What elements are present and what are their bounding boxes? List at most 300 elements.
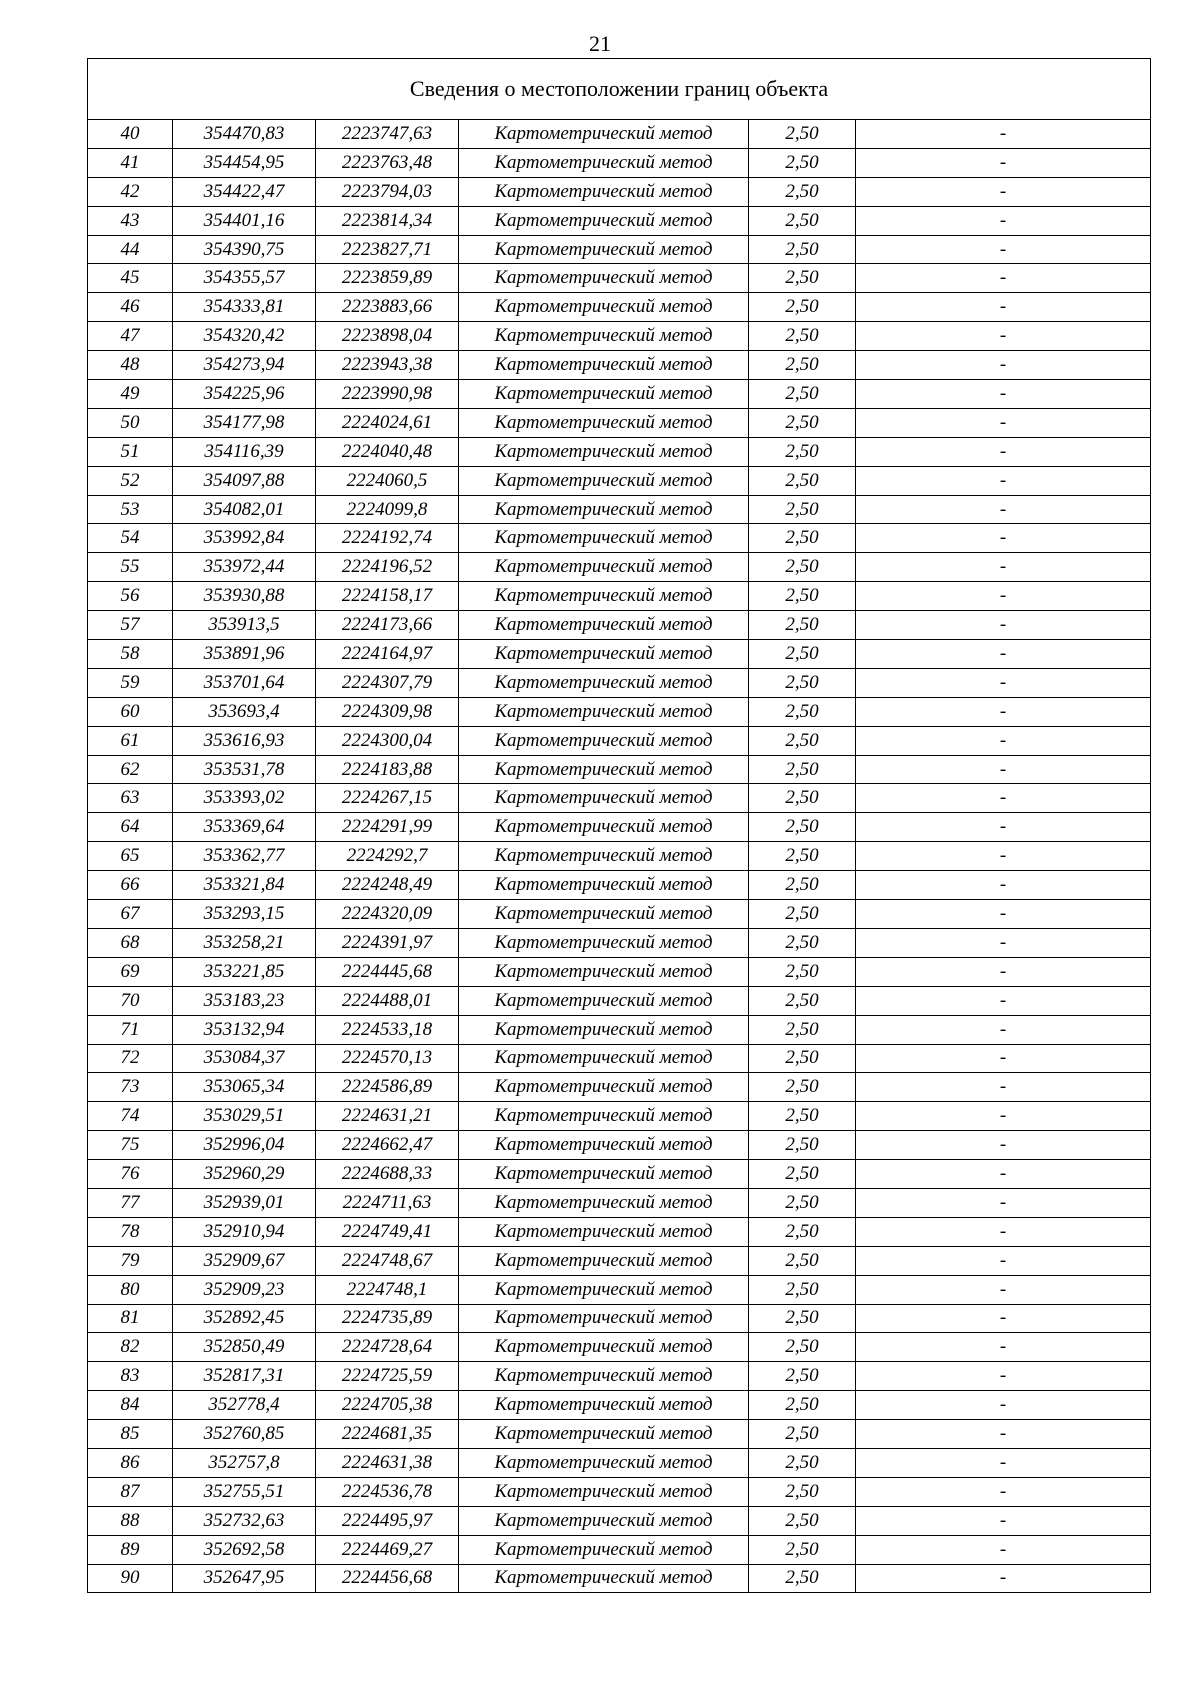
accuracy-cell: 2,50 (749, 1044, 856, 1073)
point-number-cell: 77 (88, 1188, 173, 1217)
x-coordinate-cell: 353362,77 (173, 842, 316, 871)
description-cell: - (856, 1102, 1151, 1131)
description-cell: - (856, 871, 1151, 900)
point-number-cell: 90 (88, 1564, 173, 1593)
description-cell: - (856, 206, 1151, 235)
description-cell: - (856, 1391, 1151, 1420)
description-cell: - (856, 900, 1151, 929)
table-row (88, 524, 1151, 553)
accuracy-cell: 2,50 (749, 1246, 856, 1275)
x-coordinate-cell: 353293,15 (173, 900, 316, 929)
y-coordinate-cell: 2224749,41 (316, 1217, 459, 1246)
point-number-cell: 44 (88, 235, 173, 264)
table-row (88, 871, 1151, 900)
accuracy-cell: 2,50 (749, 928, 856, 957)
table-row (88, 1477, 1151, 1506)
y-coordinate-cell: 2224248,49 (316, 871, 459, 900)
description-cell: - (856, 293, 1151, 322)
x-coordinate-cell: 353221,85 (173, 957, 316, 986)
description-cell: - (856, 1304, 1151, 1333)
x-coordinate-cell: 353913,5 (173, 611, 316, 640)
y-coordinate-cell: 2223990,98 (316, 380, 459, 409)
method-cell: Картометрический метод (459, 986, 749, 1015)
accuracy-cell: 2,50 (749, 553, 856, 582)
y-coordinate-cell: 2223883,66 (316, 293, 459, 322)
description-cell: - (856, 582, 1151, 611)
method-cell: Картометрический метод (459, 871, 749, 900)
point-number-cell: 80 (88, 1275, 173, 1304)
accuracy-cell: 2,50 (749, 697, 856, 726)
x-coordinate-cell: 352692,58 (173, 1535, 316, 1564)
table-row (88, 1535, 1151, 1564)
description-cell: - (856, 466, 1151, 495)
description-cell: - (856, 351, 1151, 380)
y-coordinate-cell: 2224192,74 (316, 524, 459, 553)
point-number-cell: 88 (88, 1506, 173, 1535)
table-row (88, 842, 1151, 871)
method-cell: Картометрический метод (459, 1044, 749, 1073)
point-number-cell: 85 (88, 1420, 173, 1449)
accuracy-cell: 2,50 (749, 582, 856, 611)
table-row (88, 495, 1151, 524)
table-row (88, 582, 1151, 611)
y-coordinate-cell: 2224183,88 (316, 755, 459, 784)
method-cell: Картометрический метод (459, 1102, 749, 1131)
table-row (88, 986, 1151, 1015)
point-number-cell: 71 (88, 1015, 173, 1044)
method-cell: Картометрический метод (459, 611, 749, 640)
accuracy-cell: 2,50 (749, 1015, 856, 1044)
method-cell: Картометрический метод (459, 1506, 749, 1535)
table-row (88, 177, 1151, 206)
table-row (88, 1362, 1151, 1391)
method-cell: Картометрический метод (459, 1477, 749, 1506)
table-row (88, 1333, 1151, 1362)
description-cell: - (856, 1275, 1151, 1304)
accuracy-cell: 2,50 (749, 380, 856, 409)
description-cell: - (856, 813, 1151, 842)
method-cell: Картометрический метод (459, 697, 749, 726)
y-coordinate-cell: 2223814,34 (316, 206, 459, 235)
table-row (88, 640, 1151, 669)
x-coordinate-cell: 353693,4 (173, 697, 316, 726)
description-cell: - (856, 928, 1151, 957)
table-row (88, 697, 1151, 726)
table-body (88, 120, 1151, 1593)
x-coordinate-cell: 354422,47 (173, 177, 316, 206)
x-coordinate-cell: 354225,96 (173, 380, 316, 409)
method-cell: Картометрический метод (459, 293, 749, 322)
x-coordinate-cell: 353531,78 (173, 755, 316, 784)
y-coordinate-cell: 2224158,17 (316, 582, 459, 611)
accuracy-cell: 2,50 (749, 293, 856, 322)
y-coordinate-cell: 2224391,97 (316, 928, 459, 957)
method-cell: Картометрический метод (459, 755, 749, 784)
method-cell: Картометрический метод (459, 466, 749, 495)
x-coordinate-cell: 354097,88 (173, 466, 316, 495)
description-cell: - (856, 553, 1151, 582)
y-coordinate-cell: 2224725,59 (316, 1362, 459, 1391)
description-cell: - (856, 668, 1151, 697)
y-coordinate-cell: 2224735,89 (316, 1304, 459, 1333)
table-row (88, 380, 1151, 409)
y-coordinate-cell: 2224173,66 (316, 611, 459, 640)
description-cell: - (856, 1246, 1151, 1275)
point-number-cell: 55 (88, 553, 173, 582)
description-cell: - (856, 755, 1151, 784)
point-number-cell: 41 (88, 148, 173, 177)
x-coordinate-cell: 353992,84 (173, 524, 316, 553)
point-number-cell: 78 (88, 1217, 173, 1246)
point-number-cell: 45 (88, 264, 173, 293)
description-cell: - (856, 437, 1151, 466)
method-cell: Картометрический метод (459, 1535, 749, 1564)
x-coordinate-cell: 352778,4 (173, 1391, 316, 1420)
x-coordinate-cell: 354390,75 (173, 235, 316, 264)
table-row (88, 206, 1151, 235)
point-number-cell: 54 (88, 524, 173, 553)
accuracy-cell: 2,50 (749, 755, 856, 784)
accuracy-cell: 2,50 (749, 408, 856, 437)
description-cell: - (856, 611, 1151, 640)
y-coordinate-cell: 2224748,67 (316, 1246, 459, 1275)
x-coordinate-cell: 353029,51 (173, 1102, 316, 1131)
accuracy-cell: 2,50 (749, 1535, 856, 1564)
point-number-cell: 40 (88, 120, 173, 149)
x-coordinate-cell: 354116,39 (173, 437, 316, 466)
y-coordinate-cell: 2224681,35 (316, 1420, 459, 1449)
point-number-cell: 82 (88, 1333, 173, 1362)
y-coordinate-cell: 2224586,89 (316, 1073, 459, 1102)
table-row (88, 408, 1151, 437)
y-coordinate-cell: 2223943,38 (316, 351, 459, 380)
y-coordinate-cell: 2224711,63 (316, 1188, 459, 1217)
point-number-cell: 72 (88, 1044, 173, 1073)
description-cell: - (856, 408, 1151, 437)
point-number-cell: 76 (88, 1160, 173, 1189)
description-cell: - (856, 640, 1151, 669)
accuracy-cell: 2,50 (749, 726, 856, 755)
point-number-cell: 43 (88, 206, 173, 235)
table-row (88, 1506, 1151, 1535)
description-cell: - (856, 1188, 1151, 1217)
point-number-cell: 66 (88, 871, 173, 900)
point-number-cell: 50 (88, 408, 173, 437)
y-coordinate-cell: 2224291,99 (316, 813, 459, 842)
y-coordinate-cell: 2223794,03 (316, 177, 459, 206)
y-coordinate-cell: 2223763,48 (316, 148, 459, 177)
x-coordinate-cell: 353183,23 (173, 986, 316, 1015)
accuracy-cell: 2,50 (749, 235, 856, 264)
description-cell: - (856, 235, 1151, 264)
y-coordinate-cell: 2224456,68 (316, 1564, 459, 1593)
method-cell: Картометрический метод (459, 668, 749, 697)
table-row (88, 1160, 1151, 1189)
x-coordinate-cell: 352647,95 (173, 1564, 316, 1593)
description-cell: - (856, 495, 1151, 524)
point-number-cell: 62 (88, 755, 173, 784)
point-number-cell: 75 (88, 1131, 173, 1160)
description-cell: - (856, 1073, 1151, 1102)
point-number-cell: 63 (88, 784, 173, 813)
accuracy-cell: 2,50 (749, 1073, 856, 1102)
x-coordinate-cell: 353369,64 (173, 813, 316, 842)
point-number-cell: 84 (88, 1391, 173, 1420)
description-cell: - (856, 1217, 1151, 1246)
description-cell: - (856, 1131, 1151, 1160)
point-number-cell: 69 (88, 957, 173, 986)
description-cell: - (856, 1160, 1151, 1189)
point-number-cell: 83 (88, 1362, 173, 1391)
y-coordinate-cell: 2224309,98 (316, 697, 459, 726)
table-row (88, 1275, 1151, 1304)
description-cell: - (856, 1448, 1151, 1477)
table-row (88, 1073, 1151, 1102)
table-row (88, 1217, 1151, 1246)
description-cell: - (856, 524, 1151, 553)
accuracy-cell: 2,50 (749, 1188, 856, 1217)
accuracy-cell: 2,50 (749, 1477, 856, 1506)
method-cell: Картометрический метод (459, 582, 749, 611)
accuracy-cell: 2,50 (749, 1564, 856, 1593)
description-cell: - (856, 1477, 1151, 1506)
method-cell: Картометрический метод (459, 813, 749, 842)
point-number-cell: 64 (88, 813, 173, 842)
y-coordinate-cell: 2224320,09 (316, 900, 459, 929)
y-coordinate-cell: 2224728,64 (316, 1333, 459, 1362)
method-cell: Картометрический метод (459, 322, 749, 351)
method-cell: Картометрический метод (459, 1217, 749, 1246)
x-coordinate-cell: 353972,44 (173, 553, 316, 582)
y-coordinate-cell: 2224307,79 (316, 668, 459, 697)
point-number-cell: 42 (88, 177, 173, 206)
method-cell: Картометрический метод (459, 177, 749, 206)
point-number-cell: 65 (88, 842, 173, 871)
method-cell: Картометрический метод (459, 1391, 749, 1420)
table-row (88, 1015, 1151, 1044)
point-number-cell: 68 (88, 928, 173, 957)
table-row (88, 293, 1151, 322)
point-number-cell: 74 (88, 1102, 173, 1131)
y-coordinate-cell: 2224267,15 (316, 784, 459, 813)
table-row (88, 611, 1151, 640)
y-coordinate-cell: 2224060,5 (316, 466, 459, 495)
accuracy-cell: 2,50 (749, 640, 856, 669)
method-cell: Картометрический метод (459, 1188, 749, 1217)
point-number-cell: 51 (88, 437, 173, 466)
table-row (88, 553, 1151, 582)
table-row (88, 351, 1151, 380)
method-cell: Картометрический метод (459, 1420, 749, 1449)
table-row (88, 813, 1151, 842)
method-cell: Картометрический метод (459, 928, 749, 957)
method-cell: Картометрический метод (459, 120, 749, 149)
method-cell: Картометрический метод (459, 264, 749, 293)
x-coordinate-cell: 352996,04 (173, 1131, 316, 1160)
method-cell: Картометрический метод (459, 726, 749, 755)
table-row (88, 1448, 1151, 1477)
description-cell: - (856, 322, 1151, 351)
accuracy-cell: 2,50 (749, 1131, 856, 1160)
method-cell: Картометрический метод (459, 784, 749, 813)
point-number-cell: 60 (88, 697, 173, 726)
description-cell: - (856, 697, 1151, 726)
accuracy-cell: 2,50 (749, 1448, 856, 1477)
x-coordinate-cell: 353258,21 (173, 928, 316, 957)
point-number-cell: 73 (88, 1073, 173, 1102)
point-number-cell: 47 (88, 322, 173, 351)
x-coordinate-cell: 354177,98 (173, 408, 316, 437)
y-coordinate-cell: 2224469,27 (316, 1535, 459, 1564)
description-cell: - (856, 1333, 1151, 1362)
method-cell: Картометрический метод (459, 235, 749, 264)
x-coordinate-cell: 352960,29 (173, 1160, 316, 1189)
description-cell: - (856, 1362, 1151, 1391)
accuracy-cell: 2,50 (749, 120, 856, 149)
table-row (88, 148, 1151, 177)
point-number-cell: 67 (88, 900, 173, 929)
description-cell: - (856, 1044, 1151, 1073)
description-cell: - (856, 842, 1151, 871)
y-coordinate-cell: 2223898,04 (316, 322, 459, 351)
description-cell: - (856, 784, 1151, 813)
method-cell: Картометрический метод (459, 495, 749, 524)
x-coordinate-cell: 354333,81 (173, 293, 316, 322)
method-cell: Картометрический метод (459, 553, 749, 582)
description-cell: - (856, 120, 1151, 149)
method-cell: Картометрический метод (459, 957, 749, 986)
x-coordinate-cell: 354320,42 (173, 322, 316, 351)
x-coordinate-cell: 353132,94 (173, 1015, 316, 1044)
method-cell: Картометрический метод (459, 640, 749, 669)
accuracy-cell: 2,50 (749, 206, 856, 235)
point-number-cell: 70 (88, 986, 173, 1015)
accuracy-cell: 2,50 (749, 264, 856, 293)
y-coordinate-cell: 2224196,52 (316, 553, 459, 582)
accuracy-cell: 2,50 (749, 322, 856, 351)
table-row (88, 1131, 1151, 1160)
y-coordinate-cell: 2223827,71 (316, 235, 459, 264)
accuracy-cell: 2,50 (749, 495, 856, 524)
x-coordinate-cell: 353891,96 (173, 640, 316, 669)
table-row (88, 466, 1151, 495)
table-row (88, 784, 1151, 813)
x-coordinate-cell: 353701,64 (173, 668, 316, 697)
table-row (88, 437, 1151, 466)
point-number-cell: 58 (88, 640, 173, 669)
point-number-cell: 89 (88, 1535, 173, 1564)
method-cell: Картометрический метод (459, 1131, 749, 1160)
description-cell: - (856, 726, 1151, 755)
accuracy-cell: 2,50 (749, 1391, 856, 1420)
description-cell: - (856, 1015, 1151, 1044)
x-coordinate-cell: 354401,16 (173, 206, 316, 235)
x-coordinate-cell: 353616,93 (173, 726, 316, 755)
accuracy-cell: 2,50 (749, 986, 856, 1015)
point-number-cell: 53 (88, 495, 173, 524)
point-number-cell: 86 (88, 1448, 173, 1477)
description-cell: - (856, 177, 1151, 206)
method-cell: Картометрический метод (459, 1160, 749, 1189)
x-coordinate-cell: 353321,84 (173, 871, 316, 900)
y-coordinate-cell: 2224099,8 (316, 495, 459, 524)
accuracy-cell: 2,50 (749, 900, 856, 929)
x-coordinate-cell: 352757,8 (173, 1448, 316, 1477)
y-coordinate-cell: 2224705,38 (316, 1391, 459, 1420)
boundary-coordinates-table (87, 58, 1151, 1593)
point-number-cell: 57 (88, 611, 173, 640)
table-row (88, 726, 1151, 755)
y-coordinate-cell: 2223859,89 (316, 264, 459, 293)
accuracy-cell: 2,50 (749, 524, 856, 553)
point-number-cell: 87 (88, 1477, 173, 1506)
table-row (88, 235, 1151, 264)
accuracy-cell: 2,50 (749, 1420, 856, 1449)
method-cell: Картометрический метод (459, 148, 749, 177)
accuracy-cell: 2,50 (749, 148, 856, 177)
y-coordinate-cell: 2224536,78 (316, 1477, 459, 1506)
method-cell: Картометрический метод (459, 206, 749, 235)
y-coordinate-cell: 2224495,97 (316, 1506, 459, 1535)
accuracy-cell: 2,50 (749, 466, 856, 495)
method-cell: Картометрический метод (459, 1448, 749, 1477)
accuracy-cell: 2,50 (749, 611, 856, 640)
accuracy-cell: 2,50 (749, 871, 856, 900)
method-cell: Картометрический метод (459, 1304, 749, 1333)
x-coordinate-cell: 352732,63 (173, 1506, 316, 1535)
y-coordinate-cell: 2224040,48 (316, 437, 459, 466)
table-row (88, 1044, 1151, 1073)
point-number-cell: 61 (88, 726, 173, 755)
method-cell: Картометрический метод (459, 1073, 749, 1102)
table-row (88, 264, 1151, 293)
table-row (88, 120, 1151, 149)
table-row (88, 1102, 1151, 1131)
x-coordinate-cell: 352755,51 (173, 1477, 316, 1506)
accuracy-cell: 2,50 (749, 1217, 856, 1246)
table-row (88, 1420, 1151, 1449)
accuracy-cell: 2,50 (749, 957, 856, 986)
y-coordinate-cell: 2224631,38 (316, 1448, 459, 1477)
table-row (88, 1188, 1151, 1217)
y-coordinate-cell: 2224488,01 (316, 986, 459, 1015)
accuracy-cell: 2,50 (749, 813, 856, 842)
x-coordinate-cell: 354454,95 (173, 148, 316, 177)
table-row (88, 957, 1151, 986)
x-coordinate-cell: 352760,85 (173, 1420, 316, 1449)
method-cell: Картометрический метод (459, 380, 749, 409)
point-number-cell: 59 (88, 668, 173, 697)
accuracy-cell: 2,50 (749, 842, 856, 871)
table-row (88, 668, 1151, 697)
x-coordinate-cell: 352909,23 (173, 1275, 316, 1304)
x-coordinate-cell: 353084,37 (173, 1044, 316, 1073)
y-coordinate-cell: 2224445,68 (316, 957, 459, 986)
accuracy-cell: 2,50 (749, 1102, 856, 1131)
y-coordinate-cell: 2224570,13 (316, 1044, 459, 1073)
y-coordinate-cell: 2224024,61 (316, 408, 459, 437)
method-cell: Картометрический метод (459, 351, 749, 380)
table-row (88, 900, 1151, 929)
description-cell: - (856, 1564, 1151, 1593)
table-row (88, 1391, 1151, 1420)
method-cell: Картометрический метод (459, 1275, 749, 1304)
x-coordinate-cell: 354470,83 (173, 120, 316, 149)
description-cell: - (856, 1506, 1151, 1535)
x-coordinate-cell: 352909,67 (173, 1246, 316, 1275)
method-cell: Картометрический метод (459, 1362, 749, 1391)
accuracy-cell: 2,50 (749, 1362, 856, 1391)
